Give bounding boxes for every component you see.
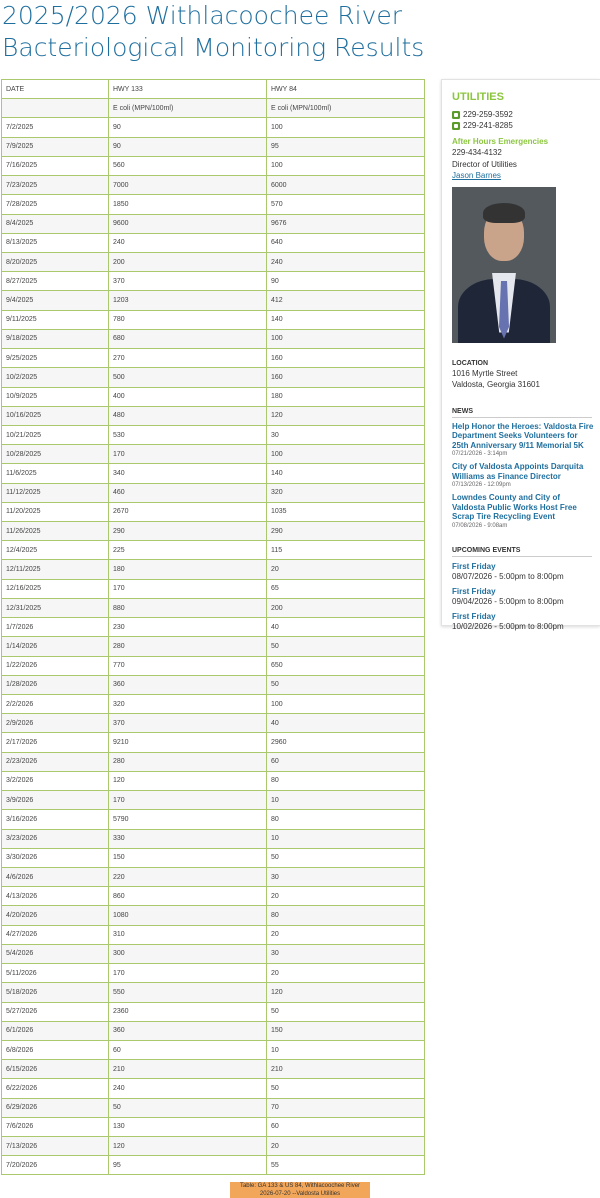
address-line2: Valdosta, Georgia 31601 — [452, 380, 540, 389]
cell-date: 6/29/2026 — [2, 1098, 109, 1117]
caption-line1: Table: GA 133 & US 84, Withlacoochee River — [239, 1183, 361, 1189]
news-item — [452, 462, 600, 489]
cell-hwy133: 460 — [109, 483, 267, 502]
table-header-row — [2, 80, 425, 99]
table-subheader-row — [2, 99, 425, 118]
cell-hwy133: 780 — [109, 310, 267, 329]
table-row — [2, 598, 425, 617]
table-row — [2, 675, 425, 694]
cell-hwy84: 50 — [267, 848, 425, 867]
table-row — [2, 522, 425, 541]
sidebar-heading: UTILITIES — [452, 91, 504, 103]
cell-date: 3/23/2026 — [2, 829, 109, 848]
cell-hwy84: 1035 — [267, 502, 425, 521]
cell-date: 6/22/2026 — [2, 1079, 109, 1098]
cell-hwy84: 160 — [267, 349, 425, 368]
header-hwy84: HWY 84 — [267, 80, 425, 99]
after-hours-label: After Hours Emergencies — [452, 137, 549, 146]
cell-date: 10/28/2025 — [2, 445, 109, 464]
news-date: 07/08/2026 - 9:08am — [452, 522, 508, 529]
table-row — [2, 887, 425, 906]
monitoring-table — [1, 79, 425, 1175]
cell-hwy133: 400 — [109, 387, 267, 406]
cell-date: 5/11/2026 — [2, 964, 109, 983]
cell-date: 8/20/2025 — [2, 252, 109, 271]
cell-date: 9/4/2025 — [2, 291, 109, 310]
cell-hwy84: 115 — [267, 541, 425, 560]
cell-hwy84: 10 — [267, 829, 425, 848]
table-row — [2, 349, 425, 368]
cell-hwy84: 80 — [267, 810, 425, 829]
cell-hwy133: 120 — [109, 771, 267, 790]
news-date: 07/21/2026 - 3:14pm — [452, 451, 508, 457]
cell-hwy84: 9676 — [267, 214, 425, 233]
event-date: 10/02/2026 - 5:00pm to 8:00pm — [452, 621, 564, 631]
table-row — [2, 1137, 425, 1156]
table-row — [2, 1117, 425, 1136]
cell-hwy84: 60 — [267, 752, 425, 771]
cell-hwy133: 280 — [109, 637, 267, 656]
cell-hwy133: 9210 — [109, 733, 267, 752]
cell-hwy133: 320 — [109, 695, 267, 714]
cell-hwy84: 20 — [267, 964, 425, 983]
cell-hwy84: 30 — [267, 425, 425, 444]
location-heading: LOCATION — [452, 359, 489, 367]
cell-hwy133: 170 — [109, 579, 267, 598]
table-row — [2, 252, 425, 271]
cell-date: 7/28/2025 — [2, 195, 109, 214]
cell-hwy133: 60 — [109, 1040, 267, 1059]
address-line1: 1016 Myrtle Street — [452, 368, 518, 378]
cell-hwy84: 180 — [267, 387, 425, 406]
cell-hwy84: 6000 — [267, 176, 425, 195]
fax-icon — [452, 122, 460, 130]
header-hwy133: HWY 133 — [109, 80, 267, 99]
table-row — [2, 733, 425, 752]
cell-hwy133: 270 — [109, 349, 267, 368]
cell-hwy133: 225 — [109, 541, 267, 560]
cell-hwy84: 80 — [267, 771, 425, 790]
cell-date: 4/13/2026 — [2, 887, 109, 906]
cell-hwy84: 30 — [267, 867, 425, 886]
cell-date: 2/17/2026 — [2, 733, 109, 752]
cell-hwy133: 370 — [109, 714, 267, 733]
cell-date: 9/25/2025 — [2, 349, 109, 368]
cell-hwy133: 1203 — [109, 291, 267, 310]
cell-hwy84: 40 — [267, 714, 425, 733]
cell-hwy84: 100 — [267, 445, 425, 464]
cell-date: 7/13/2026 — [2, 1137, 109, 1156]
cell-hwy133: 330 — [109, 829, 267, 848]
cell-date: 3/9/2026 — [2, 791, 109, 810]
news-link[interactable]: Help Honor the Heroes: Valdosta Fire Department Seeks Volunteers for 25th Anniversary 9/11 Memorial 5K — [452, 421, 594, 450]
cell-hwy133: 210 — [109, 1060, 267, 1079]
cell-date: 3/30/2026 — [2, 848, 109, 867]
table-row — [2, 579, 425, 598]
cell-date: 4/20/2026 — [2, 906, 109, 925]
table-row — [2, 695, 425, 714]
cell-hwy133: 50 — [109, 1098, 267, 1117]
cell-date: 5/4/2026 — [2, 944, 109, 963]
cell-date: 7/16/2025 — [2, 156, 109, 175]
cell-hwy133: 1080 — [109, 906, 267, 925]
cell-date: 7/23/2025 — [2, 176, 109, 195]
cell-hwy133: 90 — [109, 137, 267, 156]
cell-hwy84: 100 — [267, 156, 425, 175]
subheader-date — [2, 99, 109, 118]
cell-hwy84: 120 — [267, 406, 425, 425]
table-row — [2, 1156, 425, 1175]
cell-hwy133: 530 — [109, 425, 267, 444]
cell-hwy133: 360 — [109, 1021, 267, 1040]
subheader-hwy133: E coli (MPN/100ml) — [109, 99, 267, 118]
table-row — [2, 329, 425, 348]
caption-line2: 2026-07-20 --Valdosta Utilities — [259, 1191, 341, 1197]
cell-date: 6/1/2026 — [2, 1021, 109, 1040]
table-row — [2, 368, 425, 387]
event-date: 08/07/2026 - 5:00pm to 8:00pm — [452, 571, 564, 581]
cell-hwy84: 140 — [267, 464, 425, 483]
cell-hwy133: 120 — [109, 1137, 267, 1156]
cell-hwy133: 860 — [109, 887, 267, 906]
cell-hwy133: 7000 — [109, 176, 267, 195]
table-row — [2, 310, 425, 329]
cell-date: 11/26/2025 — [2, 522, 109, 541]
cell-hwy133: 170 — [109, 964, 267, 983]
cell-hwy84: 412 — [267, 291, 425, 310]
cell-hwy84: 30 — [267, 944, 425, 963]
news-link[interactable]: Lowndes County and City of Valdosta Public Works Host Free Scrap Tire Recycling Event — [452, 493, 577, 521]
news-divider — [452, 417, 592, 418]
table-row — [2, 944, 425, 963]
header-date: DATE — [2, 80, 109, 99]
cell-hwy84: 50 — [267, 675, 425, 694]
cell-hwy133: 300 — [109, 944, 267, 963]
cell-hwy133: 170 — [109, 445, 267, 464]
cell-hwy133: 90 — [109, 118, 267, 137]
cell-hwy84: 240 — [267, 252, 425, 271]
table-row — [2, 1060, 425, 1079]
fax-number: 229-241-8285 — [463, 121, 513, 130]
cell-hwy133: 880 — [109, 598, 267, 617]
cell-date: 4/27/2026 — [2, 925, 109, 944]
after-hours-phone[interactable]: 229-434-4132 — [452, 148, 502, 157]
news-item — [452, 493, 600, 530]
table-row — [2, 156, 425, 175]
cell-hwy84: 20 — [267, 560, 425, 579]
cell-date: 3/16/2026 — [2, 810, 109, 829]
cell-hwy84: 2960 — [267, 733, 425, 752]
cell-hwy84: 55 — [267, 1156, 425, 1175]
cell-hwy133: 230 — [109, 618, 267, 637]
table-row — [2, 541, 425, 560]
table-row — [2, 1002, 425, 1021]
table-row — [2, 752, 425, 771]
cell-date: 6/15/2026 — [2, 1060, 109, 1079]
cell-hwy133: 200 — [109, 252, 267, 271]
event-item — [452, 587, 600, 607]
cell-hwy133: 680 — [109, 329, 267, 348]
cell-hwy84: 140 — [267, 310, 425, 329]
cell-hwy84: 150 — [267, 1021, 425, 1040]
phone-icon — [452, 111, 460, 119]
cell-date: 2/2/2026 — [2, 695, 109, 714]
table-row — [2, 137, 425, 156]
cell-date: 1/7/2026 — [2, 618, 109, 637]
news-date: 07/13/2026 - 12:09pm — [452, 482, 511, 488]
page-title: 2025/2026 Withlacoochee River Bacteriological Monitoring Results — [2, 1, 425, 62]
table-row — [2, 233, 425, 252]
phone-row[interactable] — [452, 109, 600, 120]
director-title: Director of Utilities — [452, 159, 517, 169]
cell-hwy84: 320 — [267, 483, 425, 502]
table-row — [2, 425, 425, 444]
table-row — [2, 637, 425, 656]
cell-hwy84: 10 — [267, 791, 425, 810]
cell-hwy84: 50 — [267, 637, 425, 656]
cell-hwy133: 9600 — [109, 214, 267, 233]
cell-hwy133: 240 — [109, 1079, 267, 1098]
table-caption — [230, 1182, 370, 1198]
table-row — [2, 291, 425, 310]
event-link[interactable]: First Friday — [452, 611, 496, 621]
table-row — [2, 791, 425, 810]
table-row — [2, 618, 425, 637]
cell-date: 5/18/2026 — [2, 983, 109, 1002]
cell-hwy133: 1850 — [109, 195, 267, 214]
cell-date: 7/6/2026 — [2, 1117, 109, 1136]
cell-hwy133: 170 — [109, 791, 267, 810]
table-row — [2, 771, 425, 790]
table-row — [2, 445, 425, 464]
cell-date: 7/20/2026 — [2, 1156, 109, 1175]
sidebar — [441, 79, 600, 631]
cell-date: 5/27/2026 — [2, 1002, 109, 1021]
cell-hwy133: 340 — [109, 464, 267, 483]
cell-date: 12/31/2025 — [2, 598, 109, 617]
cell-hwy84: 50 — [267, 1002, 425, 1021]
cell-date: 1/22/2026 — [2, 656, 109, 675]
cell-date: 7/2/2025 — [2, 118, 109, 137]
table-row — [2, 406, 425, 425]
table-row — [2, 964, 425, 983]
cell-date: 4/6/2026 — [2, 867, 109, 886]
subheader-hwy84: E coli (MPN/100ml) — [267, 99, 425, 118]
cell-date: 11/6/2025 — [2, 464, 109, 483]
cell-hwy84: 60 — [267, 1117, 425, 1136]
cell-hwy84: 200 — [267, 598, 425, 617]
fax-row — [452, 120, 600, 131]
cell-hwy133: 2670 — [109, 502, 267, 521]
cell-hwy84: 20 — [267, 887, 425, 906]
cell-hwy84: 120 — [267, 983, 425, 1002]
cell-date: 10/16/2025 — [2, 406, 109, 425]
cell-hwy133: 2360 — [109, 1002, 267, 1021]
table-row — [2, 502, 425, 521]
director-photo — [452, 187, 556, 343]
table-row — [2, 983, 425, 1002]
cell-hwy84: 80 — [267, 906, 425, 925]
table-row — [2, 464, 425, 483]
cell-hwy133: 130 — [109, 1117, 267, 1136]
cell-hwy84: 50 — [267, 1079, 425, 1098]
cell-hwy84: 100 — [267, 695, 425, 714]
table-row — [2, 1098, 425, 1117]
table-row — [2, 272, 425, 291]
cell-date: 11/20/2025 — [2, 502, 109, 521]
cell-date: 2/9/2026 — [2, 714, 109, 733]
cell-hwy133: 95 — [109, 1156, 267, 1175]
cell-hwy133: 280 — [109, 752, 267, 771]
cell-date: 2/23/2026 — [2, 752, 109, 771]
table-row — [2, 176, 425, 195]
cell-date: 7/9/2025 — [2, 137, 109, 156]
table-row — [2, 714, 425, 733]
cell-date: 11/12/2025 — [2, 483, 109, 502]
cell-hwy133: 180 — [109, 560, 267, 579]
news-item — [452, 422, 600, 459]
news-link[interactable]: City of Valdosta Appoints Darquita Williams as Finance Director — [452, 462, 584, 481]
cell-date: 12/4/2025 — [2, 541, 109, 560]
cell-hwy133: 550 — [109, 983, 267, 1002]
cell-hwy84: 290 — [267, 522, 425, 541]
cell-hwy133: 150 — [109, 848, 267, 867]
cell-hwy133: 360 — [109, 675, 267, 694]
table-row — [2, 387, 425, 406]
cell-hwy84: 10 — [267, 1040, 425, 1059]
cell-date: 9/11/2025 — [2, 310, 109, 329]
cell-hwy133: 560 — [109, 156, 267, 175]
cell-hwy84: 650 — [267, 656, 425, 675]
cell-date: 10/2/2025 — [2, 368, 109, 387]
cell-hwy84: 65 — [267, 579, 425, 598]
cell-date: 12/16/2025 — [2, 579, 109, 598]
cell-hwy84: 640 — [267, 233, 425, 252]
events-divider — [452, 556, 592, 557]
table-row — [2, 118, 425, 137]
cell-date: 8/27/2025 — [2, 272, 109, 291]
table-row — [2, 214, 425, 233]
cell-date: 9/18/2025 — [2, 329, 109, 348]
cell-hwy84: 160 — [267, 368, 425, 387]
cell-date: 10/21/2025 — [2, 425, 109, 444]
cell-date: 3/2/2026 — [2, 771, 109, 790]
cell-date: 1/14/2026 — [2, 637, 109, 656]
table-row — [2, 195, 425, 214]
cell-hwy84: 570 — [267, 195, 425, 214]
cell-hwy84: 20 — [267, 925, 425, 944]
table-row — [2, 656, 425, 675]
cell-hwy133: 370 — [109, 272, 267, 291]
table-row — [2, 867, 425, 886]
events-heading: UPCOMING EVENTS — [452, 546, 521, 554]
table-row — [2, 848, 425, 867]
table-row — [2, 560, 425, 579]
event-item — [452, 562, 600, 582]
cell-hwy133: 240 — [109, 233, 267, 252]
table-row — [2, 810, 425, 829]
cell-date: 6/8/2026 — [2, 1040, 109, 1059]
cell-hwy133: 290 — [109, 522, 267, 541]
table-row — [2, 1079, 425, 1098]
cell-hwy84: 20 — [267, 1137, 425, 1156]
news-heading: NEWS — [452, 407, 473, 415]
cell-hwy133: 310 — [109, 925, 267, 944]
cell-hwy133: 220 — [109, 867, 267, 886]
cell-hwy84: 100 — [267, 118, 425, 137]
table-row — [2, 906, 425, 925]
cell-hwy84: 100 — [267, 329, 425, 348]
event-date: 09/04/2026 - 5:00pm to 8:00pm — [452, 596, 564, 606]
event-link[interactable]: First Friday — [452, 586, 496, 596]
cell-hwy84: 95 — [267, 137, 425, 156]
cell-hwy133: 770 — [109, 656, 267, 675]
table-row — [2, 925, 425, 944]
cell-date: 12/11/2025 — [2, 560, 109, 579]
cell-hwy133: 480 — [109, 406, 267, 425]
director-link[interactable]: Jason Barnes — [452, 171, 501, 180]
cell-hwy133: 5790 — [109, 810, 267, 829]
table-row — [2, 483, 425, 502]
cell-date: 10/9/2025 — [2, 387, 109, 406]
cell-date: 8/4/2025 — [2, 214, 109, 233]
phone-number[interactable]: 229-259-3592 — [463, 110, 513, 119]
cell-hwy84: 40 — [267, 618, 425, 637]
event-link[interactable]: First Friday — [452, 561, 496, 571]
cell-date: 8/13/2025 — [2, 233, 109, 252]
cell-hwy133: 500 — [109, 368, 267, 387]
table-row — [2, 829, 425, 848]
table-row — [2, 1021, 425, 1040]
event-item — [452, 612, 600, 632]
cell-hwy84: 210 — [267, 1060, 425, 1079]
cell-hwy84: 90 — [267, 272, 425, 291]
table-row — [2, 1040, 425, 1059]
cell-hwy84: 70 — [267, 1098, 425, 1117]
cell-date: 1/28/2026 — [2, 675, 109, 694]
